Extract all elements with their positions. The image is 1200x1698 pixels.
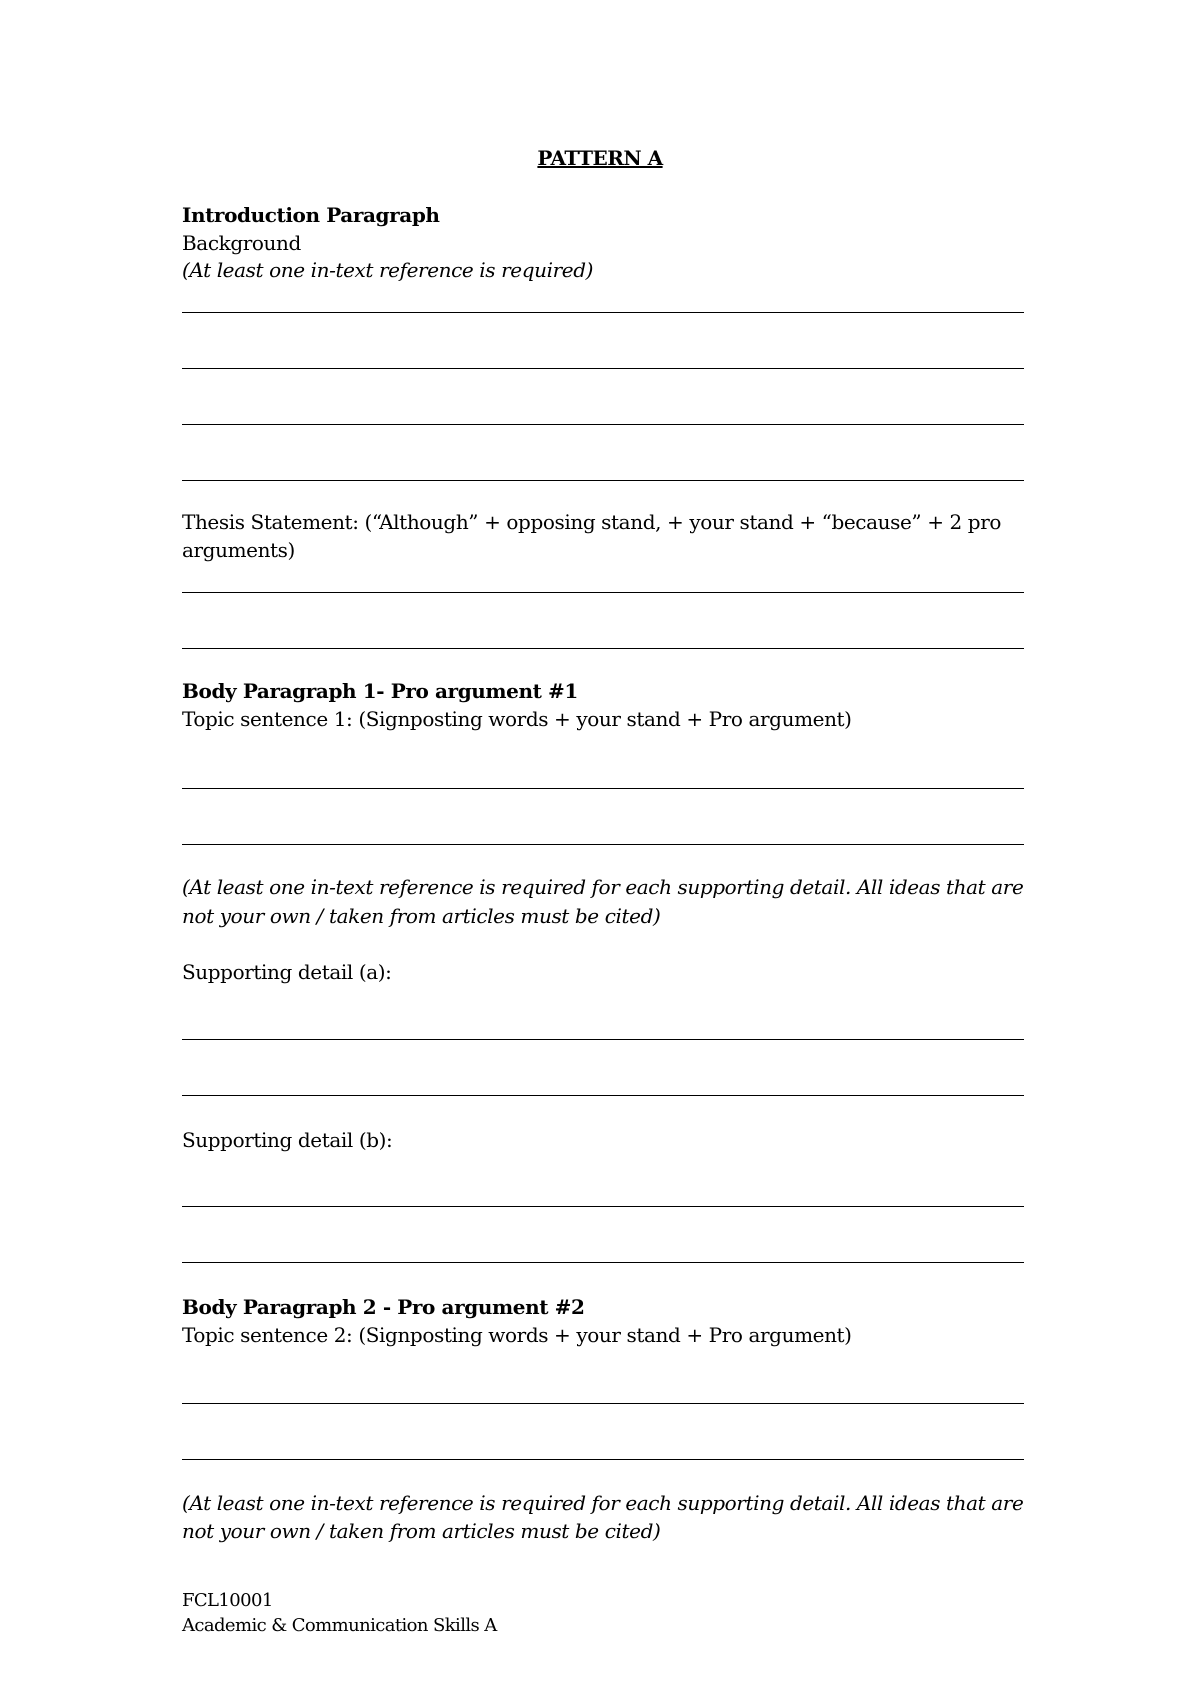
answer-line	[182, 368, 1024, 369]
intro-reference-note: (At least one in-text reference is required)	[182, 258, 594, 282]
answer-line	[182, 1459, 1024, 1460]
thesis-label-line1: Thesis Statement: (“Although” + opposing stand, + your stand + “because” + 2 pro	[182, 510, 1001, 534]
body1-reference-note-line2: not your own / taken from articles must be cited)	[182, 904, 661, 928]
answer-line	[182, 1403, 1024, 1404]
page-title: PATTERN A	[537, 146, 663, 170]
body1-topic-sentence: Topic sentence 1: (Signposting words + your stand + Pro argument)	[182, 707, 852, 731]
thesis-label-line2: arguments)	[182, 538, 295, 562]
background-label: Background	[182, 231, 301, 255]
supporting-detail-b-label: Supporting detail (b):	[182, 1128, 393, 1152]
body1-heading: Body Paragraph 1- Pro argument #1	[182, 679, 578, 703]
answer-line	[182, 312, 1024, 313]
answer-line	[182, 1039, 1024, 1040]
answer-line	[182, 424, 1024, 425]
answer-line	[182, 1206, 1024, 1207]
answer-line	[182, 1095, 1024, 1096]
body2-reference-note-line2: not your own / taken from articles must be cited)	[182, 1519, 661, 1543]
supporting-detail-a-label: Supporting detail (a):	[182, 960, 392, 984]
footer-course-code: FCL10001	[182, 1590, 273, 1611]
body2-topic-sentence: Topic sentence 2: (Signposting words + your stand + Pro argument)	[182, 1323, 852, 1347]
answer-line	[182, 788, 1024, 789]
body2-heading: Body Paragraph 2 - Pro argument #2	[182, 1295, 585, 1319]
answer-line	[182, 592, 1024, 593]
answer-line	[182, 1262, 1024, 1263]
answer-line	[182, 648, 1024, 649]
answer-line	[182, 480, 1024, 481]
footer-course-name: Academic & Communication Skills A	[182, 1615, 497, 1636]
intro-heading: Introduction Paragraph	[182, 203, 440, 227]
body2-reference-note-line1: (At least one in-text reference is required for each supporting detail. All ideas that are	[182, 1491, 1024, 1515]
answer-line	[182, 844, 1024, 845]
body1-reference-note-line1: (At least one in-text reference is required for each supporting detail. All ideas that are	[182, 875, 1024, 899]
